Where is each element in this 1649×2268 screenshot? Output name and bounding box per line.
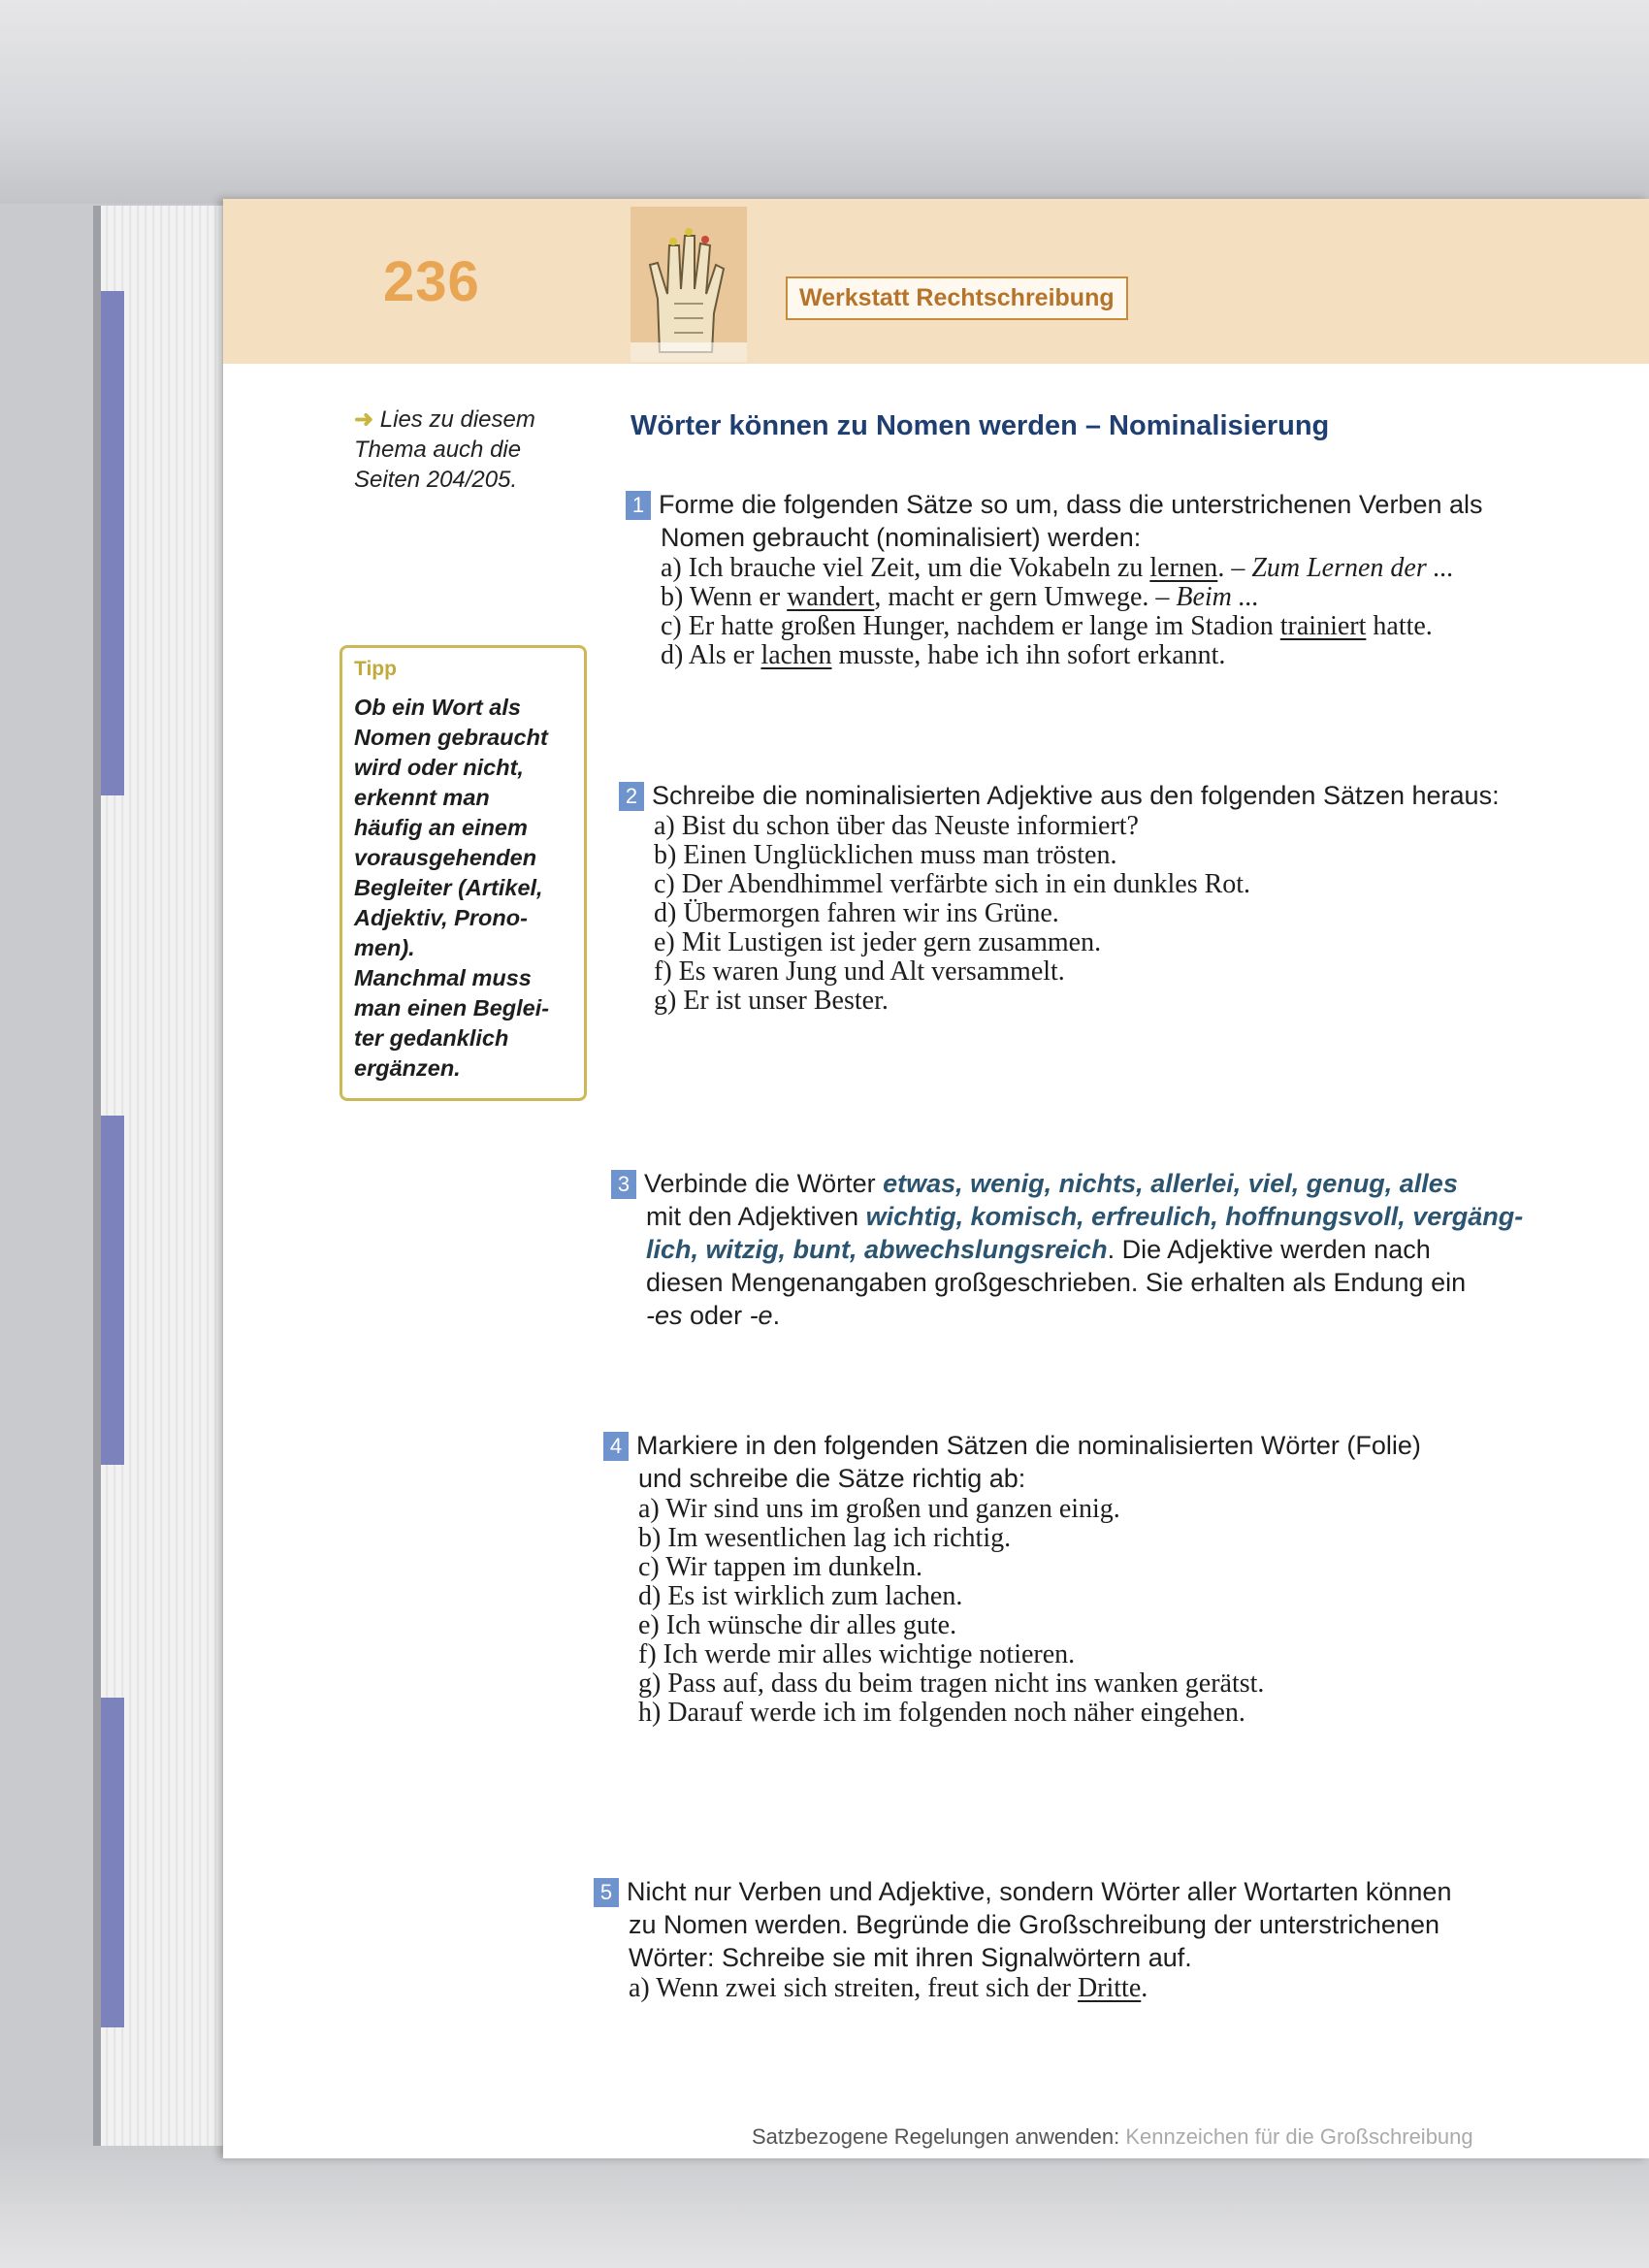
task-number: 5 bbox=[594, 1878, 619, 1907]
list-item: b) Wenn er wandert, macht er gern Umwege. – Beim ... bbox=[661, 582, 1259, 612]
book-spine-strip bbox=[101, 291, 124, 795]
task-intro-line: Schreibe die nominalisierten Adjektive aus den folgenden Sätzen heraus: bbox=[652, 781, 1500, 810]
task-intro-line: Forme die folgenden Sätze so um, dass die unterstrichenen Verben als bbox=[659, 490, 1483, 519]
list-item: e) Ich wünsche dir alles gute. bbox=[638, 1610, 957, 1640]
list-item: d) Als er lachen musste, habe ich ihn sofort erkannt. bbox=[661, 640, 1226, 670]
page-header bbox=[223, 199, 1649, 364]
adjective-words: lich, witzig, bunt, abwechslungsreich bbox=[646, 1235, 1108, 1264]
section-label: Werkstatt Rechtschreibung bbox=[786, 276, 1128, 320]
list-item: c) Wir tappen im dunkeln. bbox=[638, 1552, 923, 1582]
page-title: Wörter können zu Nomen werden – Nominalisierung bbox=[630, 410, 1330, 441]
sidebar-note-text: Lies zu diesem Thema auch die Seiten 204/205. bbox=[354, 406, 535, 493]
footer-text-faded: Kennzeichen für die Großschreibung bbox=[1119, 2124, 1473, 2149]
task-intro-line: zu Nomen werden. Begründe die Großschreibung der unterstrichenen bbox=[629, 1910, 1439, 1939]
tip-box bbox=[340, 645, 587, 1101]
task-5 bbox=[594, 1875, 1622, 2003]
list-item: b) Im wesentlichen lag ich richtig. bbox=[638, 1523, 1012, 1553]
footer-text: Satzbezogene Regelungen anwenden: bbox=[752, 2124, 1120, 2149]
task-items bbox=[626, 554, 1615, 670]
task-4 bbox=[603, 1429, 1612, 1728]
book-spine-strip bbox=[101, 1698, 124, 2027]
task-intro bbox=[594, 1875, 1622, 1974]
task-intro-line: und schreibe die Sätze richtig ab: bbox=[638, 1464, 1026, 1493]
list-item: g) Er ist unser Bester. bbox=[654, 986, 889, 1016]
list-item: a) Bist du schon über das Neuste informiert? bbox=[654, 811, 1139, 841]
quantity-words: etwas, wenig, nichts, allerlei, viel, genug, alles bbox=[883, 1169, 1458, 1198]
task-intro-line: Nicht nur Verben und Adjektive, sondern Wörter aller Wortarten können bbox=[627, 1877, 1452, 1906]
list-item: g) Pass auf, dass du beim tragen nicht ins wanken gerätst. bbox=[638, 1669, 1265, 1699]
task-number: 4 bbox=[603, 1432, 629, 1461]
scan-background-top bbox=[0, 0, 1649, 204]
task-items bbox=[619, 812, 1628, 1016]
list-item: a) Wir sind uns im großen und ganzen einig. bbox=[638, 1494, 1120, 1524]
task-1 bbox=[626, 488, 1615, 670]
task-number: 1 bbox=[626, 491, 651, 520]
task-2 bbox=[619, 779, 1628, 1016]
list-item: f) Es waren Jung und Alt versammelt. bbox=[654, 956, 1065, 987]
list-item: c) Der Abendhimmel verfärbte sich in ein dunkles Rot. bbox=[654, 869, 1251, 899]
task-items bbox=[603, 1495, 1612, 1728]
list-item: d) Übermorgen fahren wir ins Grüne. bbox=[654, 898, 1059, 928]
task-intro: 3 Verbinde die Wörter etwas, wenig, nichts, allerlei, viel, genug, alles mit den Adjektiven wichtig, komisch, erfreulich, hoffnungsvoll, vergäng- lich, witzig, bunt, abwechslungsreich. Die Adjektive werden nach diesen Mengenangaben großgeschrieben. Sie erhalten als Endung ein -es oder -e. bbox=[611, 1167, 1620, 1332]
task-items bbox=[594, 1974, 1622, 2003]
book-spine-strip bbox=[101, 1116, 124, 1465]
task-intro bbox=[626, 488, 1615, 554]
tip-text: Ob ein Wort als Nomen gebraucht wird oder nicht, erkennt man häufig an einem vorausgehenden Begleiter (Artikel, Adjektiv, Prono- men). Manchmal muss man einen Beglei- ter gedanklich ergänzen. bbox=[354, 695, 550, 1081]
list-item: f) Ich werde mir alles wichtige notieren. bbox=[638, 1639, 1076, 1669]
sidebar-reference-note bbox=[354, 405, 577, 495]
list-item: c) Er hatte großen Hunger, nachdem er lange im Stadion trainiert hatte. bbox=[661, 611, 1433, 641]
adjective-words: wichtig, komisch, erfreulich, hoffnungsvoll, vergäng- bbox=[865, 1202, 1524, 1231]
task-intro-line: Nomen gebraucht (nominalisiert) werden: bbox=[661, 523, 1142, 552]
task-3 bbox=[611, 1167, 1620, 1332]
list-item: d) Es ist wirklich zum lachen. bbox=[638, 1581, 963, 1611]
task-intro bbox=[603, 1429, 1612, 1495]
hand-illustration-icon bbox=[630, 207, 747, 362]
task-intro bbox=[619, 779, 1628, 812]
task-number: 2 bbox=[619, 782, 644, 811]
arrow-icon: ➜ bbox=[354, 406, 374, 433]
tip-title: Tipp bbox=[354, 658, 397, 680]
task-intro-line: Wörter: Schreibe sie mit ihren Signalwörtern auf. bbox=[629, 1943, 1192, 1972]
page-footer bbox=[752, 2124, 1473, 2150]
list-item: a) Ich brauche viel Zeit, um die Vokabeln zu lernen. – Zum Lernen der ... bbox=[661, 553, 1454, 583]
textbook-page bbox=[223, 199, 1649, 2158]
task-intro-line: Markiere in den folgenden Sätzen die nominalisierten Wörter (Folie) bbox=[636, 1431, 1421, 1460]
list-item: a) Wenn zwei sich streiten, freut sich der Dritte. bbox=[629, 1973, 1148, 2003]
list-item: e) Mit Lustigen ist jeder gern zusammen. bbox=[654, 927, 1102, 957]
task-number: 3 bbox=[611, 1170, 636, 1199]
page-number: 236 bbox=[383, 250, 480, 313]
list-item: b) Einen Unglücklichen muss man trösten. bbox=[654, 840, 1117, 870]
list-item: h) Darauf werde ich im folgenden noch näher eingehen. bbox=[638, 1698, 1245, 1728]
